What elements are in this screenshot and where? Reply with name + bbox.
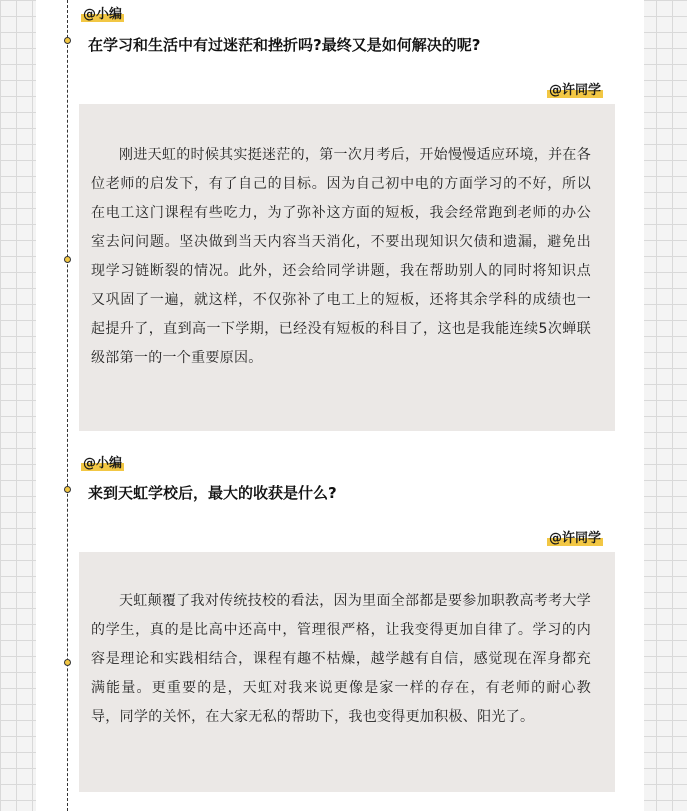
editor-tag: @小编 — [83, 7, 123, 22]
answer-text: 天虹颠覆了我对传统技校的看法，因为里面全部都是要参加职教高考考大学的学生，真的是比高中还高中，管理很严格，让我变得更加自律了。学习的内容是理论和实践相结合，课程有趣不枯燥，越学越有自信，感觉现在浑身都充满能量。更重要的是，天虹对我来说更像是家一样的存在，有老师的耐心教导，同学的关怀，在大家无私的帮助下，我也变得更加积极、阳光了。 — [91, 593, 591, 725]
timeline-line — [67, 0, 68, 811]
student-tag: @许同学 — [548, 531, 601, 546]
answer-box — [79, 104, 615, 431]
timeline-dot — [64, 659, 71, 666]
timeline-dot — [64, 486, 71, 493]
timeline-dot — [64, 37, 71, 44]
question-title: 来到天虹学校后，最大的收获是什么? — [88, 484, 337, 502]
question-title: 在学习和生活中有过迷茫和挫折吗?最终又是如何解决的呢? — [88, 36, 481, 54]
student-tag: @许同学 — [548, 83, 601, 98]
timeline-dot — [64, 256, 71, 263]
editor-tag: @小编 — [83, 456, 123, 471]
answer-box — [79, 552, 615, 792]
answer-text: 刚进天虹的时候其实挺迷茫的，第一次月考后，开始慢慢适应环境，并在各位老师的启发下，有了自己的目标。因为自己初中电的方面学习的不好，所以在电工这门课程有些吃力，为了弥补这方面的短板，我会经常跑到老师的办公室去问问题。坚决做到当天内容当天消化，不要出现知识欠债和遗漏，避免出现学习链断裂的情况。此外，还会给同学讲题，我在帮助别人的同时将知识点又巩固了一遍，就这样，不仅弥补了电工上的短板，还将其余学科的成绩也一起提升了，直到高一下学期，已经没有短板的科目了，这也是我能连续5次蝉联级部第一的一个重要原因。 — [91, 147, 591, 366]
